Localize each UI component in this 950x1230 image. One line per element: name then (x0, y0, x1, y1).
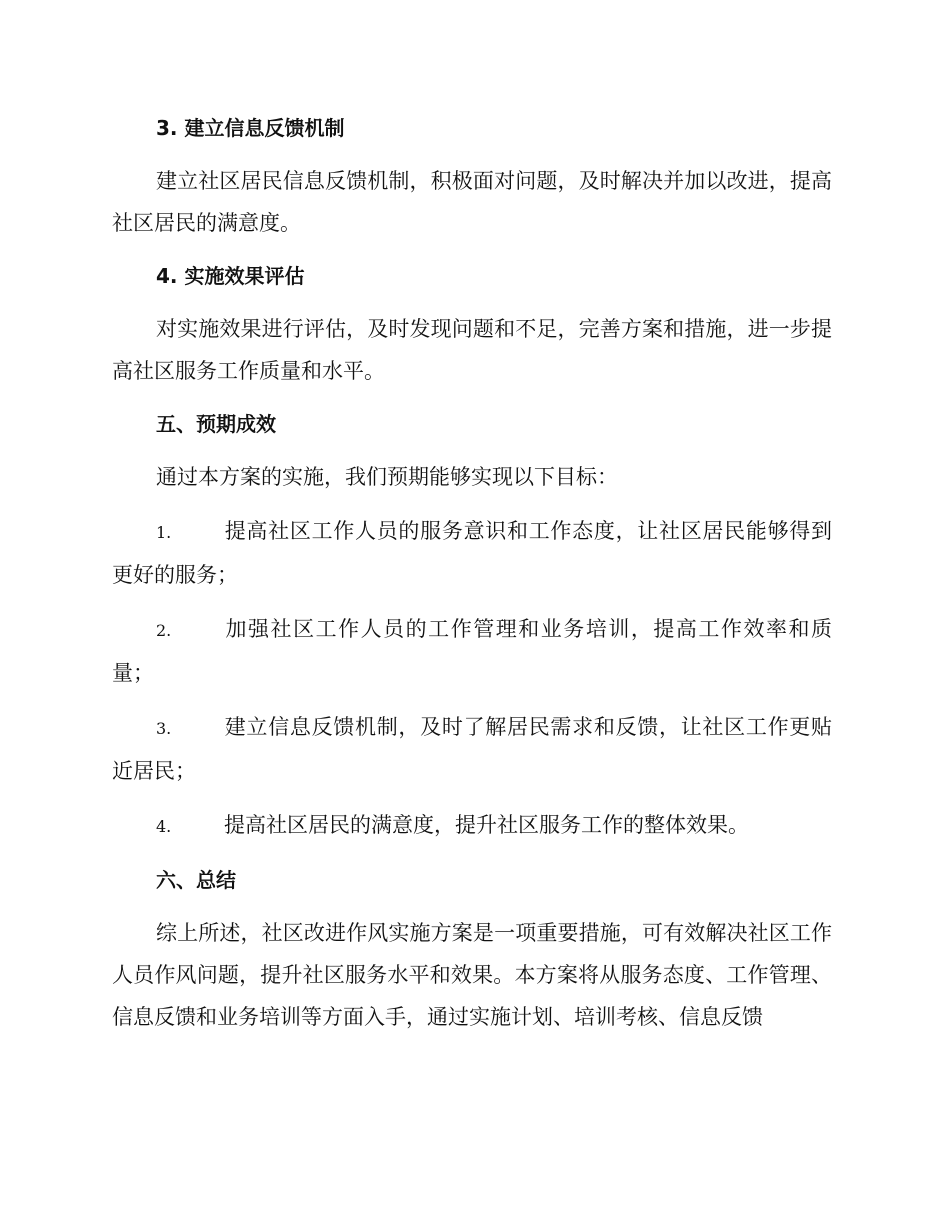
document-body (112, 108, 832, 1050)
list-item-text: 建立信息反馈机制，及时了解居民需求和反馈，让社区工作更贴近居民； (112, 715, 832, 783)
list-item (112, 706, 832, 792)
list-item-number: 1. (156, 523, 172, 542)
list-item-text: 加强社区工作人员的工作管理和业务培训，提高工作效率和质量； (112, 617, 832, 685)
list-item (112, 804, 832, 848)
section-heading-summary: 六、总结 (156, 868, 236, 892)
list-item (112, 510, 832, 596)
section-heading-evaluation: 4. 实施效果评估 (156, 264, 305, 288)
section-paragraph-feedback: 建立社区居民信息反馈机制，积极面对问题，及时解决并加以改进，提高社区居民的满意度。 (112, 169, 832, 235)
list-item-text: 提高社区工作人员的服务意识和工作态度，让社区居民能够得到更好的服务； (112, 519, 832, 587)
list-item-number: 2. (156, 621, 172, 640)
section-heading-expected-results: 五、预期成效 (156, 412, 276, 436)
section-paragraph-evaluation: 对实施效果进行评估，及时发现问题和不足，完善方案和措施，进一步提高社区服务工作质量和水平。 (112, 317, 832, 383)
summary-paragraph: 综上所述，社区改进作风实施方案是一项重要措施，可有效解决社区工作人员作风问题，提升社区服务水平和效果。本方案将从服务态度、工作管理、信息反馈和业务培训等方面入手，通过实施计划、培训考核、信息反馈 (112, 921, 832, 1029)
list-item-text: 提高社区居民的满意度，提升社区服务工作的整体效果。 (224, 813, 749, 837)
list-item-number: 3. (156, 719, 172, 738)
list-item (112, 608, 832, 694)
expected-results-intro: 通过本方案的实施，我们预期能够实现以下目标： (156, 465, 618, 489)
list-item-number: 4. (156, 817, 172, 836)
section-heading-feedback: 3. 建立信息反馈机制 (156, 116, 345, 140)
